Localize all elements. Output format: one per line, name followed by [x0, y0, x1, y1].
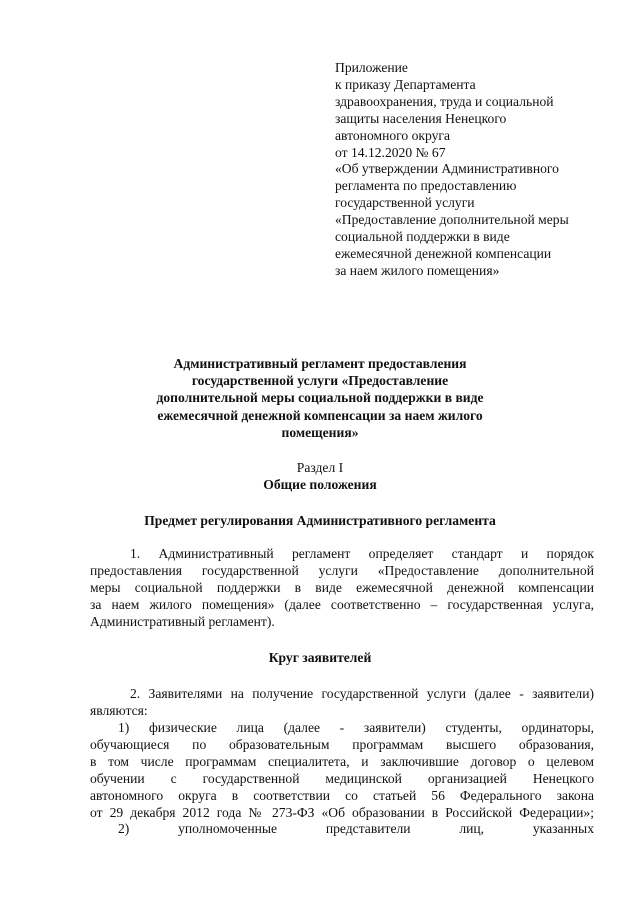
- appendix-line: от 14.12.2020 № 67: [335, 144, 446, 160]
- title-line: помещения»: [281, 424, 359, 440]
- appendix-line: за наем жилого помещения»: [335, 262, 500, 278]
- paragraph-line: 1. Административный регламент определяет стандарт и порядок: [130, 546, 594, 561]
- appendix-line: защиты населения Ненецкого: [335, 110, 507, 126]
- list-item-1: [90, 720, 594, 821]
- paragraph-line: Административный регламент).: [90, 613, 275, 629]
- applicants-heading: Круг заявителей: [268, 650, 372, 665]
- paragraph-line: за наем жилого помещения» (далее соответственно – государственная услуга,: [90, 596, 594, 612]
- appendix-line: социальной поддержки в виде: [335, 229, 510, 245]
- paragraph-line: в том числе программам специалитета, и заключившие договор о целевом: [90, 753, 594, 769]
- appendix-line: «Об утверждении Административного: [335, 161, 559, 177]
- appendix-line: ежемесячной денежной компенсации: [335, 245, 552, 261]
- section-name: Общие положения: [263, 477, 377, 492]
- paragraph-line: 2. Заявителями на получение государственной услуги (далее - заявители): [130, 686, 594, 701]
- appendix-line: автономного округа: [335, 127, 451, 143]
- appendix-line: государственной услуги: [335, 195, 475, 211]
- paragraph-line: автономного округа в соответствии со статьей 56 Федерального закона: [90, 787, 594, 803]
- paragraph-2: [90, 686, 594, 720]
- paragraph-line: 1) физические лица (далее - заявители) студенты, ординаторы,: [118, 720, 594, 735]
- appendix-line: Приложение: [335, 60, 408, 75]
- paragraph-line: от 29 декабря 2012 года № 273-ФЗ «Об образовании в Российской Федерации»;: [90, 804, 594, 820]
- paragraph-line: обучающиеся по образовательным программам высшего образования,: [90, 736, 594, 752]
- title-line: ежемесячной денежной компенсации за наем жилого: [157, 407, 483, 423]
- title-line: государственной услуги «Предоставление: [191, 373, 449, 389]
- title-line: Административный регламент предоставления: [173, 356, 467, 371]
- subject-heading: Предмет регулирования Административного регламента: [144, 513, 496, 528]
- paragraph-line: меры социальной поддержки в виде ежемесячной денежной компенсации: [90, 579, 594, 595]
- paragraph-1: [90, 546, 594, 631]
- paragraph-line: обучении с государственной медицинской организацией Ненецкого: [90, 770, 594, 786]
- paragraph-line: являются:: [90, 702, 148, 718]
- appendix-line: регламента по предоставлению: [335, 178, 517, 194]
- appendix-line: здравоохранения, труда и социальной: [335, 93, 554, 109]
- title-line: дополнительной меры социальной поддержки в виде: [156, 390, 484, 406]
- paragraph-line: предоставления государственной услуги «Предоставление дополнительной: [90, 562, 594, 578]
- document-title: [100, 355, 540, 441]
- list-item-2: [90, 821, 594, 838]
- appendix-note: [335, 60, 625, 280]
- appendix-line: к приказу Департамента: [335, 76, 476, 92]
- section-number: Раздел I: [296, 460, 344, 475]
- appendix-line: «Предоставление дополнительной меры: [335, 212, 569, 228]
- paragraph-line: 2) уполномоченные представители лиц, указанных: [118, 821, 594, 836]
